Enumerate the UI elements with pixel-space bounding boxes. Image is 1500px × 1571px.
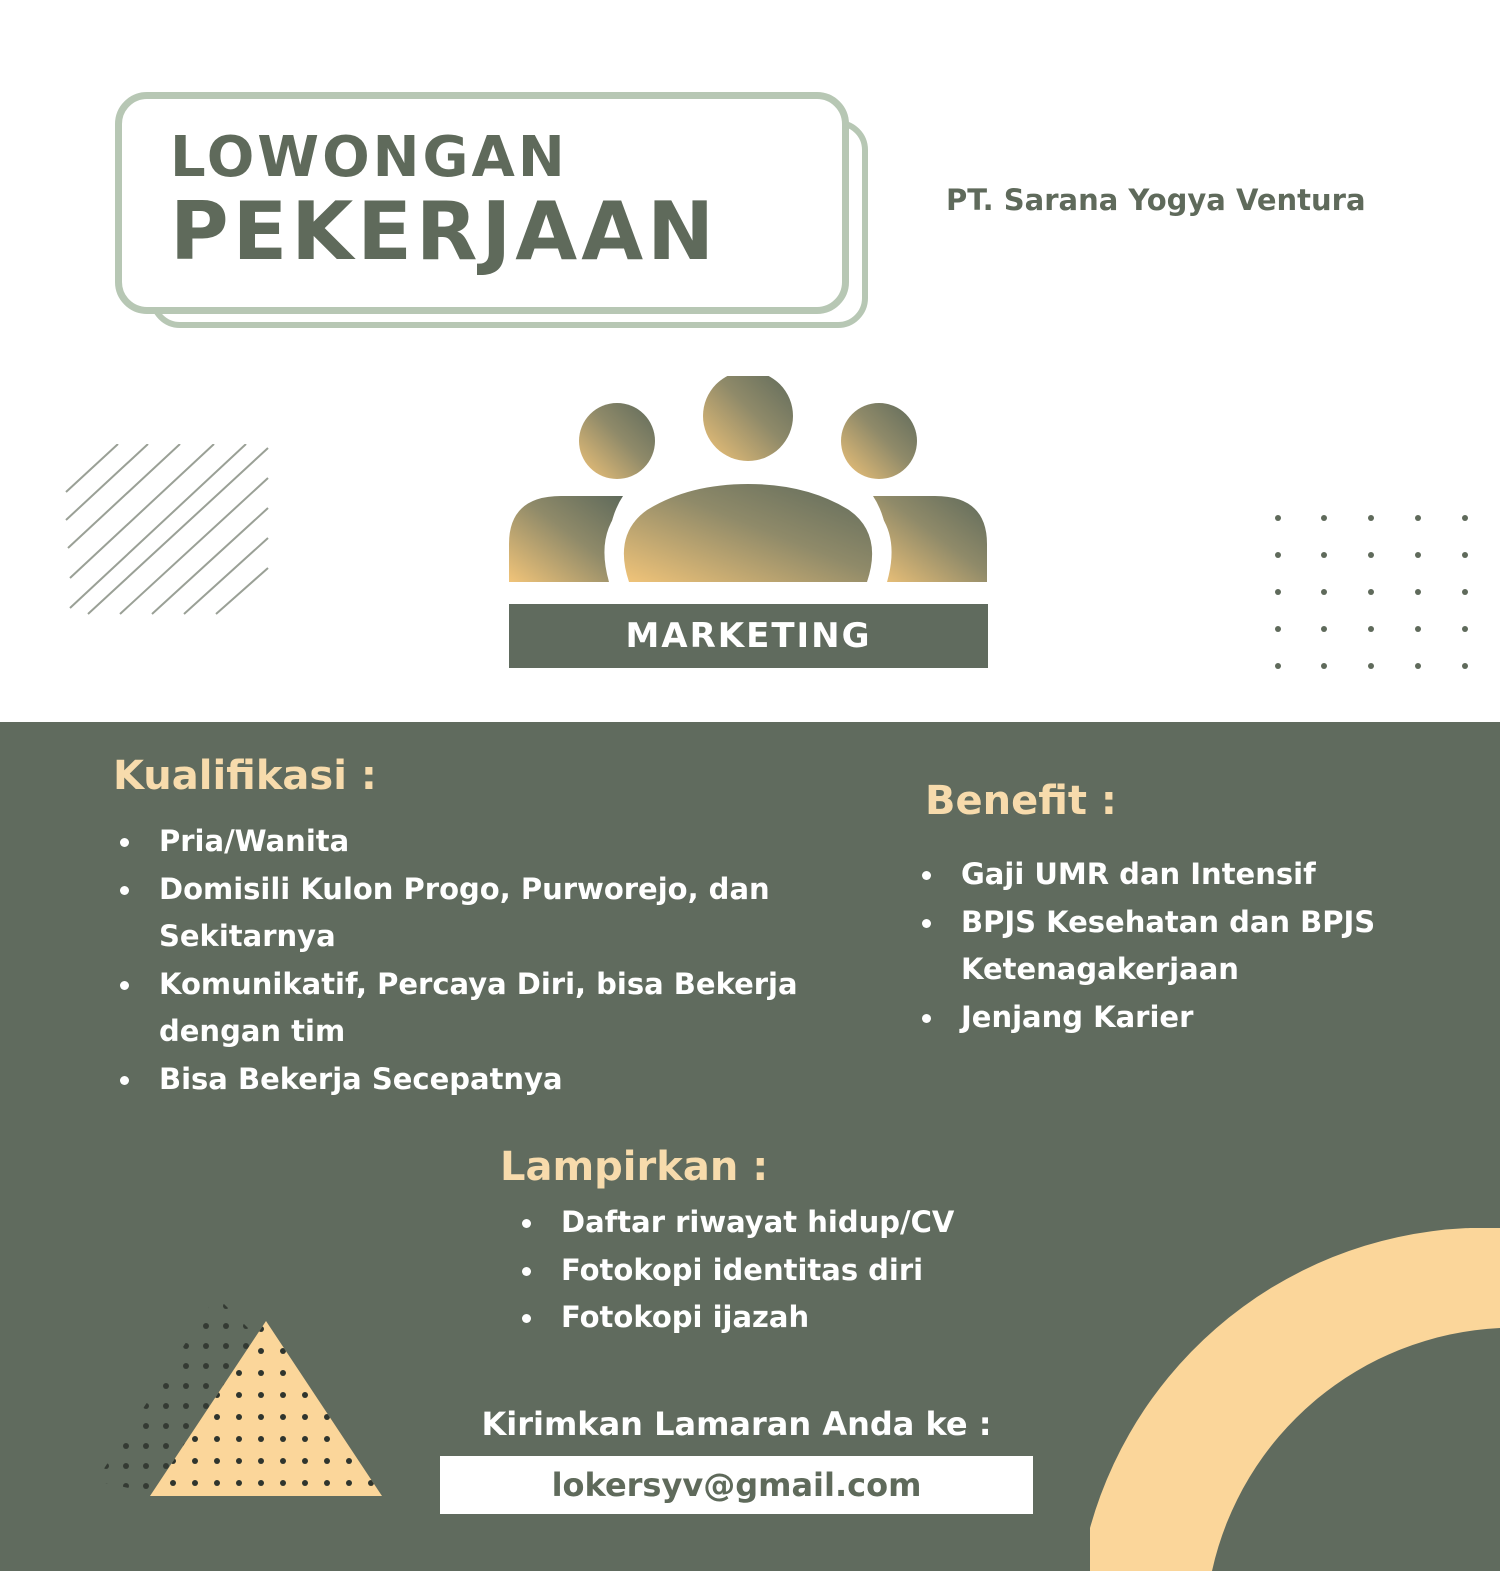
- list-item: Jenjang Karier: [917, 994, 1457, 1042]
- title-line-2: PEKERJAAN: [170, 185, 719, 278]
- list-item: Komunikatif, Percaya Diri, bisa Bekerja dengan tim: [115, 961, 875, 1056]
- title-line-1: LOWONGAN: [170, 125, 568, 190]
- email-box: [440, 1456, 1033, 1514]
- dot-grid-decoration: [1268, 508, 1474, 676]
- list-item: Daftar riwayat hidup/CV: [517, 1199, 1077, 1247]
- list-item: Fotokopi identitas diri: [517, 1247, 1077, 1295]
- dotted-triangle-decoration: [96, 1296, 386, 1506]
- list-item: Domisili Kulon Progo, Purworejo, dan Sekitarnya: [115, 866, 875, 961]
- arc-decoration: [1090, 1228, 1500, 1571]
- role-label: MARKETING: [625, 616, 872, 656]
- send-application-label: Kirimkan Lamaran Anda ke :: [481, 1405, 992, 1443]
- list-item: Bisa Bekerja Secepatnya: [115, 1056, 875, 1104]
- header-section: [0, 0, 1500, 722]
- benefits-heading: Benefit :: [925, 778, 1117, 824]
- list-item: BPJS Kesehatan dan BPJS Ketenagakerjaan: [917, 899, 1457, 994]
- email-link[interactable]: lokersyv@gmail.com: [551, 1466, 922, 1504]
- attachments-heading: Lampirkan :: [500, 1144, 769, 1190]
- list-item: Fotokopi ijazah: [517, 1294, 1077, 1342]
- qualifications-list: [115, 818, 875, 1103]
- diagonal-stripes-decoration: [64, 444, 270, 616]
- attachments-list: [517, 1199, 1077, 1342]
- list-item: Gaji UMR dan Intensif: [917, 851, 1457, 899]
- role-banner: [509, 604, 988, 668]
- people-group-icon: [505, 376, 991, 588]
- benefits-list: [917, 851, 1457, 1041]
- qualifications-heading: Kualifikasi :: [113, 753, 377, 799]
- company-name: PT. Sarana Yogya Ventura: [946, 183, 1366, 217]
- list-item: Pria/Wanita: [115, 818, 875, 866]
